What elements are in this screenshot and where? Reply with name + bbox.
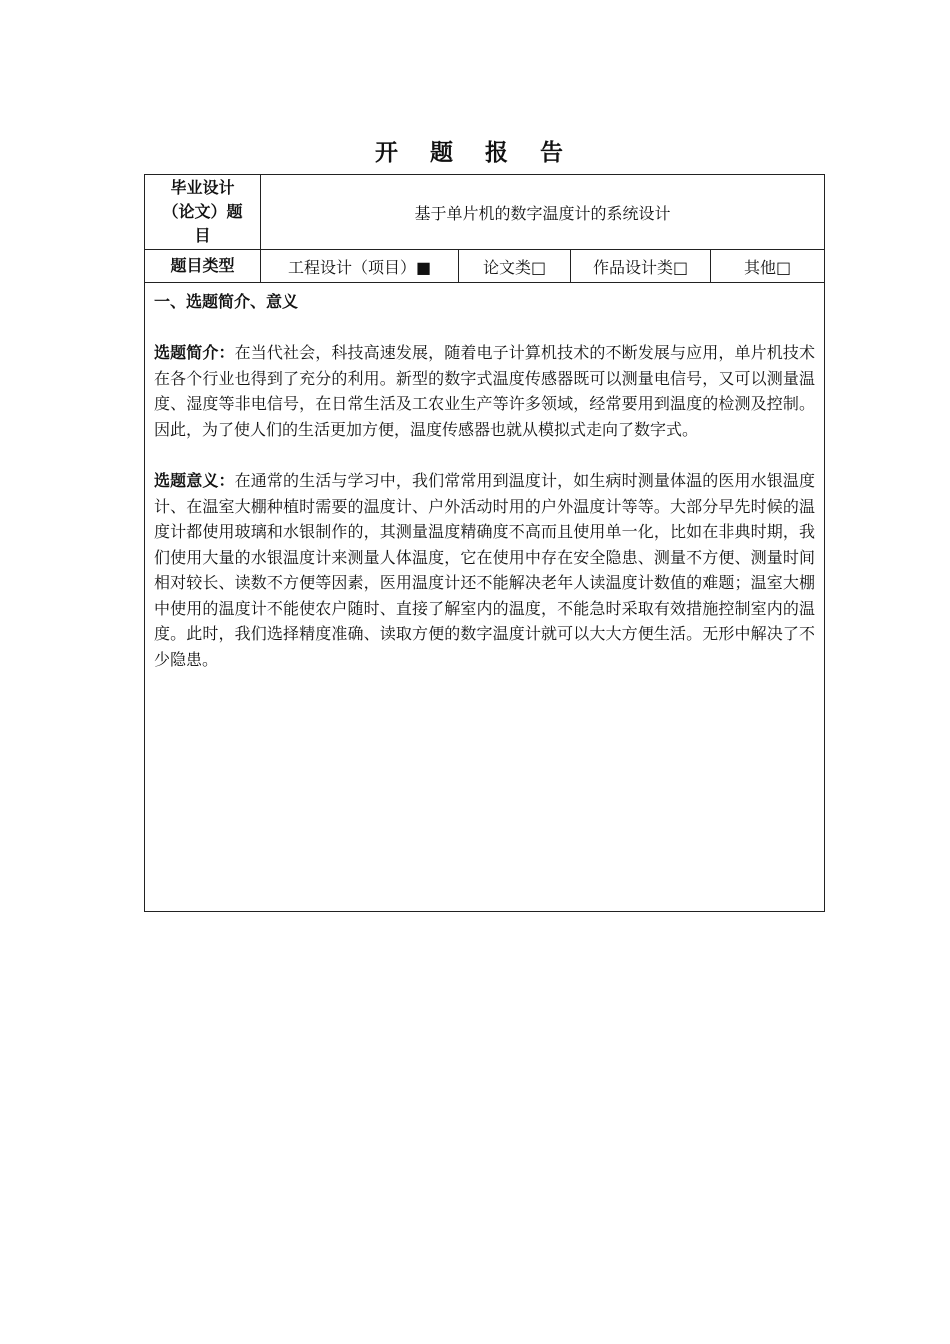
- topic-label-cell: [145, 175, 261, 250]
- topic-label-line1: 毕业设计: [170, 178, 235, 197]
- intro-text: 在当代社会，科技高速发展，随着电子计算机技术的不断发展与应用，单片机技术在各个行业也得到了充分的利用。新型的数字式温度传感器既可以测量电信号，又可以测量温度、湿度等非电信号，在日常生活及工农业生产等许多领域，经常要用到温度的检测及控制。因此，为了使人们的生活更加方便，温度传感器也就从模拟式走向了数字式。: [154, 343, 816, 439]
- document-title: 开 题 报 告: [374, 140, 576, 166]
- section-heading: 一、选题简介、意义: [154, 292, 299, 311]
- type-option-thesis: 论文类□: [459, 250, 571, 283]
- meaning-label: 选题意义：: [154, 471, 235, 490]
- content-cell: [145, 283, 825, 912]
- topic-row: [145, 175, 825, 250]
- type-option-engineering: 工程设计（项目）■: [261, 250, 459, 283]
- type-option-other: 其他□: [711, 250, 825, 283]
- topic-label-line2: （论文）题: [162, 202, 243, 221]
- content-row: [145, 283, 825, 912]
- type-row: [145, 250, 825, 283]
- type-option-work-design: 作品设计类□: [571, 250, 711, 283]
- type-label: 题目类型: [145, 250, 261, 283]
- topic-value: 基于单片机的数字温度计的系统设计: [261, 175, 825, 250]
- report-table: [144, 174, 825, 912]
- intro-label: 选题简介：: [154, 343, 235, 362]
- meaning-text: 在通常的生活与学习中，我们常常用到温度计，如生病时测量体温的医用水银温度计、在温室大棚种植时需要的温度计、户外活动时用的户外温度计等等。大部分早先时候的温度计都使用玻璃和水银制作的，其测量温度精确度不高而且使用单一化，比如在非典时期，我们使用大量的水银温度计来测量人体温度，它在使用中存在安全隐患、测量不方便、测量时间相对较长、读数不方便等因素，医用温度计还不能解决老年人读温度计数值的难题；温室大棚中使用的温度计不能使农户随时、直接了解室内的温度，不能急时采取有效措施控制室内的温度。此时，我们选择精度准确、读取方便的数字温度计就可以大大方便生活。无形中解决了不少隐患。: [154, 471, 816, 669]
- topic-label-line3: 目: [194, 226, 211, 245]
- meaning-paragraph: [154, 468, 815, 672]
- intro-paragraph: [154, 340, 815, 442]
